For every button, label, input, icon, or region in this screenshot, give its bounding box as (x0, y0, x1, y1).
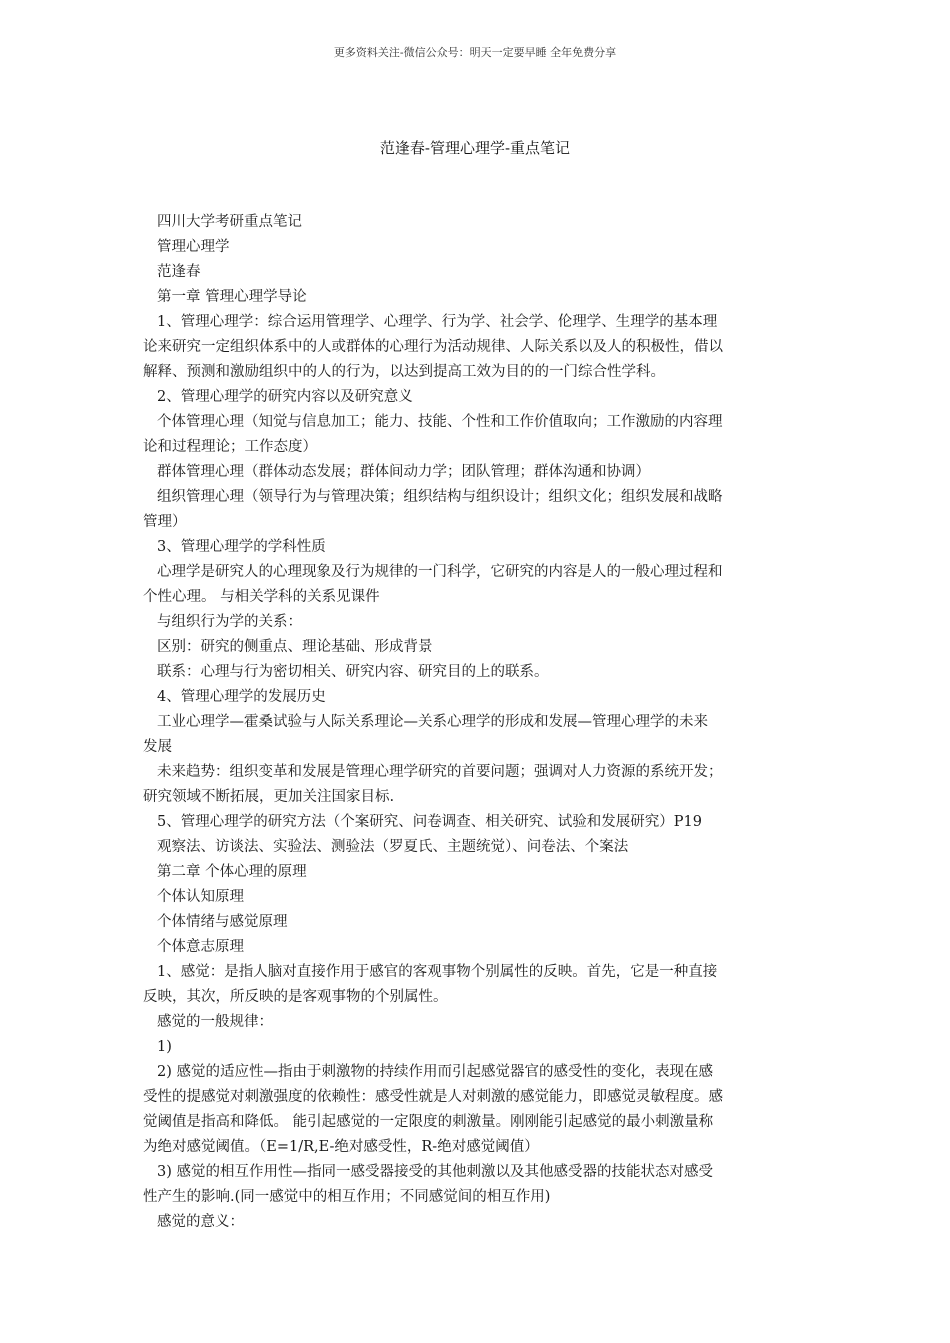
text-line: 反映，其次，所反映的是客观事物的个别属性。 (143, 989, 448, 1005)
text-line: 3、管理心理学的学科性质 (157, 539, 326, 555)
text-line: 个性心理。 与相关学科的关系见课件 (143, 589, 380, 605)
text-line: 观察法、访谈法、实验法、测验法（罗夏氏、主题统觉）、问卷法、个案法 (157, 839, 629, 855)
text-line: 性产生的影响.(同一感觉中的相互作用；不同感觉间的相互作用) (143, 1189, 551, 1205)
text-line: 研究领域不断拓展，更加关注国家目标. (143, 789, 395, 805)
text-line: 未来趋势：组织变革和发展是管理心理学研究的首要问题；强调对人力资源的系统开发； (157, 764, 723, 780)
text-line: 发展 (143, 739, 172, 755)
text-line: 管理） (143, 514, 187, 530)
text-line: 个体情绪与感觉原理 (157, 914, 288, 930)
text-line: 4、管理心理学的发展历史 (157, 689, 326, 705)
text-line: 区别：研究的侧重点、理论基础、形成背景 (157, 639, 433, 655)
text-line: 与组织行为学的关系： (157, 614, 302, 630)
text-line: 为绝对感觉阈值。（E=1/R,E-绝对感受性，R-绝对感觉阈值） (143, 1139, 539, 1155)
text-line: 感觉的一般规律： (157, 1014, 273, 1030)
text-line: 感觉的意义： (157, 1214, 244, 1230)
document-body (143, 210, 807, 1235)
text-line: 论和过程理论；工作态度） (143, 439, 317, 455)
text-line: 范逢春 (157, 264, 201, 280)
text-line: 1、管理心理学：综合运用管理学、心理学、行为学、社会学、伦理学、生理学的基本理 (157, 314, 718, 330)
text-line: 工业心理学—霍桑试验与人际关系理论—关系心理学的形成和发展—管理心理学的未来 (157, 714, 708, 730)
text-line: 受性的提感觉对刺激强度的依赖性：感受性就是人对刺激的感觉能力，即感觉灵敏程度。感 (143, 1089, 723, 1105)
text-line: 联系：心理与行为密切相关、研究内容、研究目的上的联系。 (157, 664, 549, 680)
text-line: 个体意志原理 (157, 939, 244, 955)
header-note: 更多资料关注-微信公众号：明天一定要早睡 全年免费分享 (333, 46, 617, 59)
text-line: 心理学是研究人的心理现象及行为规律的一门科学，它研究的内容是人的一般心理过程和 (157, 564, 723, 580)
text-line: 第一章 管理心理学导论 (157, 289, 307, 305)
text-line: 2、管理心理学的研究内容以及研究意义 (157, 389, 413, 405)
text-line: 个体管理心理（知觉与信息加工；能力、技能、个性和工作价值取向；工作激励的内容理 (157, 414, 723, 430)
text-line: 3) 感觉的相互作用性—指同一感受器接受的其他刺激以及其他感受器的技能状态对感受 (157, 1164, 713, 1180)
text-line: 群体管理心理（群体动态发展；群体间动力学；团队管理；群体沟通和协调） (157, 464, 650, 480)
text-line: 个体认知原理 (157, 889, 244, 905)
text-line: 解释、预测和激励组织中的人的行为，以达到提高工效为目的的一门综合性学科。 (143, 364, 665, 380)
text-line: 四川大学考研重点笔记 (157, 214, 302, 230)
text-line: 管理心理学 (157, 239, 230, 255)
text-line: 第二章 个体心理的原理 (157, 864, 307, 880)
text-line: 1) (157, 1039, 172, 1055)
text-line: 2) 感觉的适应性—指由于刺激物的持续作用而引起感觉器官的感受性的变化，表现在感 (157, 1064, 713, 1080)
text-line: 论来研究一定组织体系中的人或群体的心理行为活动规律、人际关系以及人的积极性，借以 (143, 339, 723, 355)
document-title: 范逢春-管理心理学-重点笔记 (379, 139, 571, 157)
text-line: 组织管理心理（领导行为与管理决策；组织结构与组织设计；组织文化；组织发展和战略 (157, 489, 723, 505)
text-line: 5、管理心理学的研究方法（个案研究、问卷调查、相关研究、试验和发展研究）P19 (157, 814, 702, 830)
text-line: 1、感觉：是指人脑对直接作用于感官的客观事物个别属性的反映。首先，它是一种直接 (157, 964, 718, 980)
text-line: 觉阈值是指高和降低。 能引起感觉的一定限度的刺激量。刚刚能引起感觉的最小刺激量称 (143, 1114, 714, 1130)
